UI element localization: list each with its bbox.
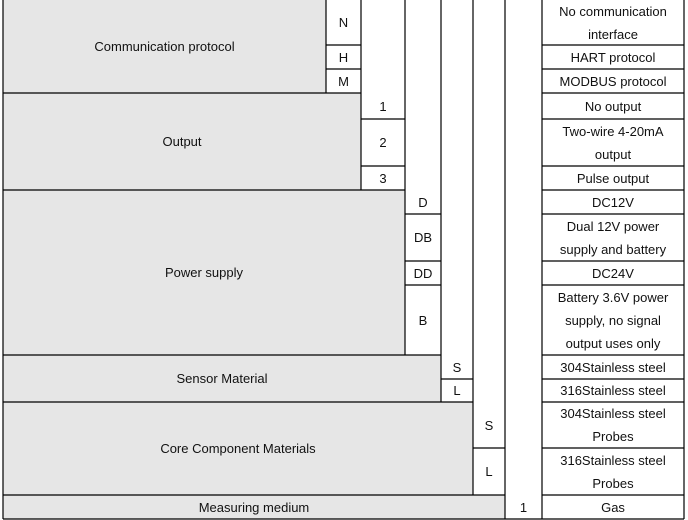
code-medium-1: 1 <box>519 499 528 515</box>
desc-no-communication-interface: No communication interface <box>559 3 667 42</box>
code-comm-m: M <box>338 73 349 89</box>
code-comm-h: H <box>338 49 349 65</box>
desc-no-output: No output <box>584 98 642 114</box>
desc-dc12v: DC12V <box>592 194 634 210</box>
desc-battery-3-6v: Battery 3.6V power supply, no signal output uses only <box>557 289 669 351</box>
desc-two-wire-output: Two-wire 4-20mA output <box>562 123 664 162</box>
desc-dc24v: DC24V <box>592 265 634 281</box>
code-power-b: B <box>418 312 428 328</box>
label-sensor-material: Sensor Material <box>3 355 441 402</box>
code-output-2: 2 <box>379 135 387 150</box>
desc-304-stainless-probes: 304Stainless steel Probes <box>560 406 666 444</box>
desc-hart-protocol: HART protocol <box>570 49 656 65</box>
desc-304-stainless-steel: 304Stainless steel <box>560 359 666 375</box>
code-power-d: D <box>418 194 428 210</box>
desc-gas: Gas <box>601 499 625 515</box>
desc-316-stainless-steel: 316Stainless steel <box>560 383 666 398</box>
label-communication-protocol: Communication protocol <box>3 0 326 93</box>
code-core-s: S <box>484 417 494 433</box>
code-core-l: L <box>485 464 493 479</box>
desc-pulse-output: Pulse output <box>576 170 650 186</box>
code-power-dd: DD <box>413 265 433 281</box>
code-power-db: DB <box>413 230 433 245</box>
desc-dual-12v-battery: Dual 12V power supply and battery <box>559 218 667 257</box>
code-output-1: 1 <box>379 98 387 114</box>
label-core-component-materials: Core Component Materials <box>3 402 473 495</box>
desc-modbus-protocol: MODBUS protocol <box>559 73 667 89</box>
code-sensor-l: L <box>453 383 461 398</box>
label-measuring-medium: Measuring medium <box>3 495 505 519</box>
code-output-3: 3 <box>379 170 387 186</box>
label-output: Output <box>3 93 361 190</box>
desc-316-stainless-probes: 316Stainless steel Probes <box>560 452 666 491</box>
label-power-supply: Power supply <box>3 190 405 355</box>
code-sensor-s: S <box>452 359 462 375</box>
code-comm-n: N <box>338 15 349 30</box>
